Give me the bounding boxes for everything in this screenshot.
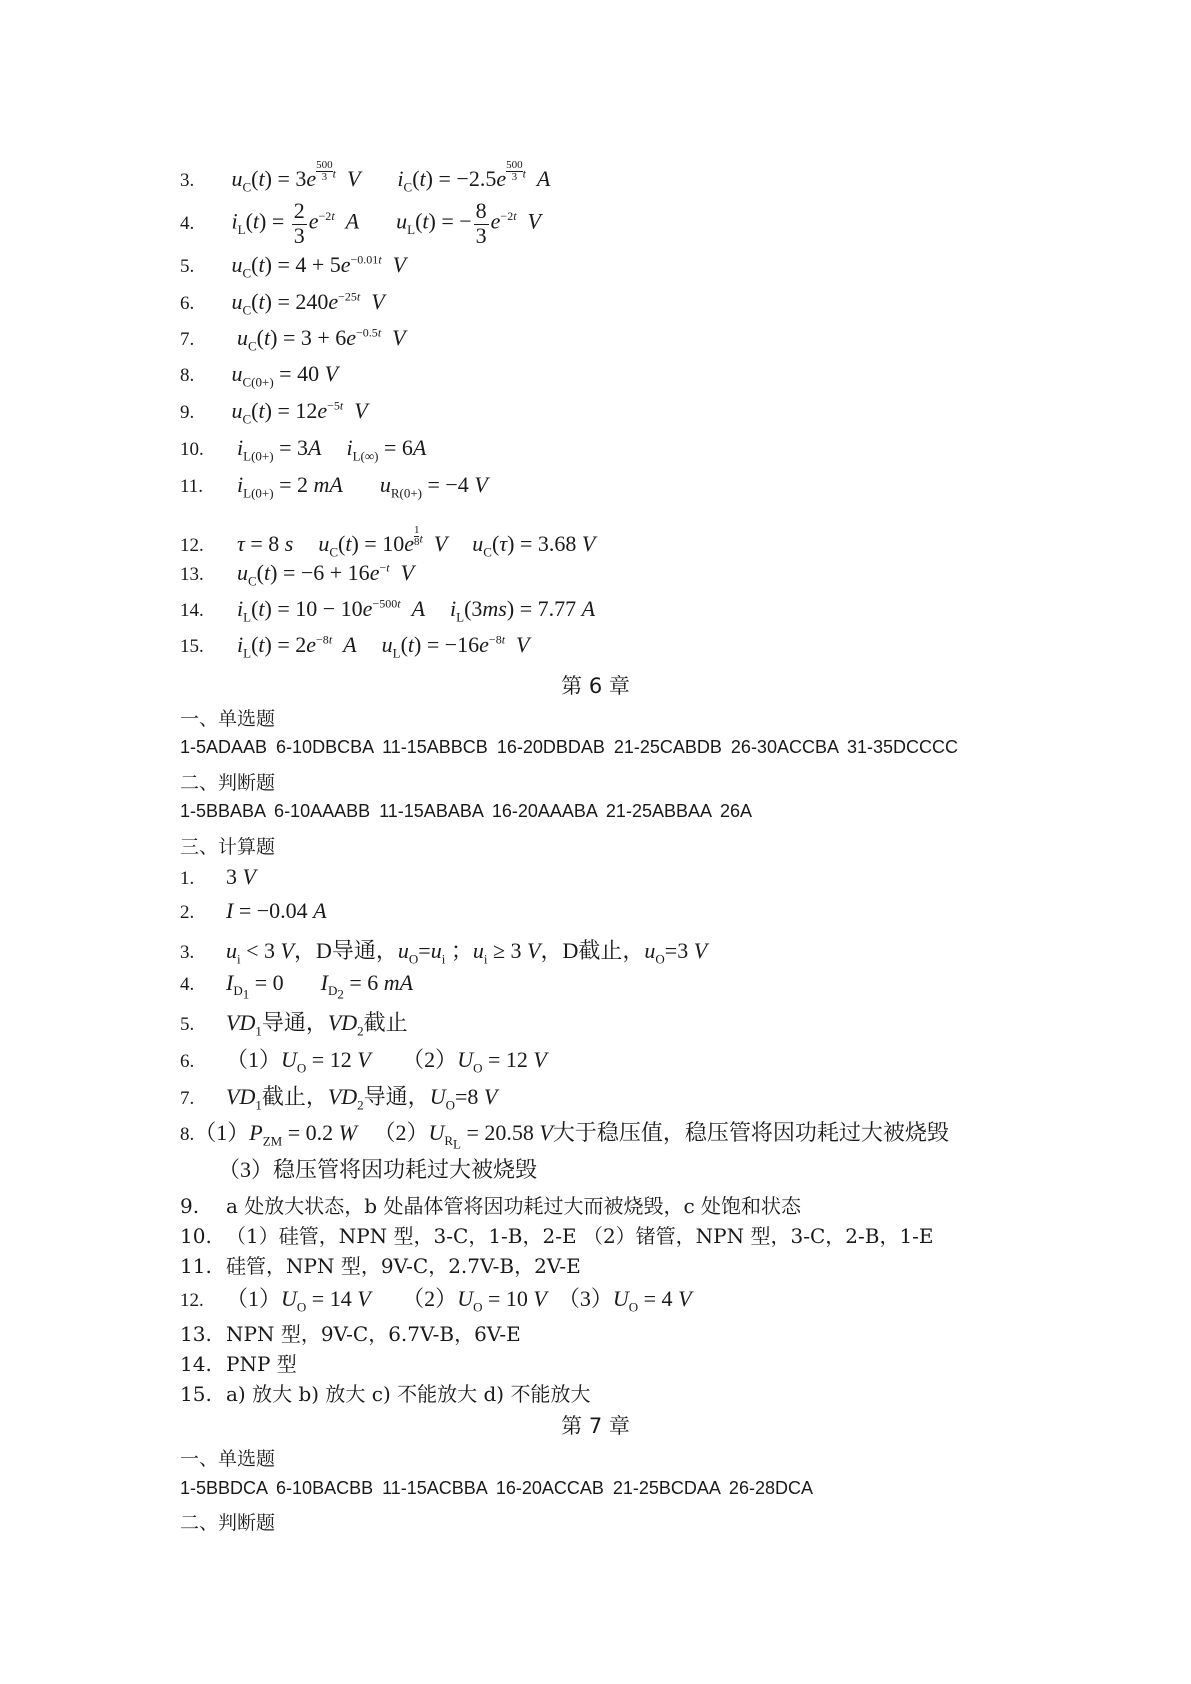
ch6-calc-item-3: 3. $u_i < 3$ V，D导通，$u_O=u_i$ ；$u_i \ge 3$ V，D截止，$u_O=3$ V (180, 938, 708, 967)
ch6-calc-item-8: $8.(1)P_{ZM} = 0.2$ W $(2)U_{R_L} = 20.58$ V大于稳压值，稳压管将因功耗过大被烧毁 (180, 1120, 949, 1152)
chapter7-title: 第 7 章 (561, 1414, 630, 1438)
ch5-item-7: 7. $u_C(t) = 3 + 6e^{-0.5t}$ V (180, 325, 406, 354)
ch5-item-6: 6. $u_C(t) = 240e^{-25t}$ V (180, 289, 385, 318)
ch6-calc-item-11: 11. 硅管，NPN 型，9V-C，2.7V-B，2V-E (180, 1254, 581, 1278)
ch7-single-choice-label: 一、单选题 (180, 1448, 276, 1470)
ch6-true-false-label: 二、判断题 (180, 772, 276, 794)
ch5-item-8: 8. $u_{C(0+)} = 40$ V (180, 361, 339, 390)
ch6-calc-label: 三、计算题 (180, 836, 276, 858)
ch6-calc-item-4: 4. $I_{D_1} = 0$ $I_{D_2} = 6$ mA (180, 970, 414, 1002)
ch6-calc-item-6: 6. $(1)U_O = 12$ V $(2)U_O = 12$ V (180, 1047, 547, 1076)
ch7-true-false-label: 二、判断题 (180, 1512, 276, 1534)
ch6-calc-item-1: 1. 3 V (180, 864, 256, 889)
ch5-item-11: 11. $i_{L(0+)} = 2$ mA $u_{R(0+)} = -4$ V (180, 472, 488, 501)
ch6-calc-item-2: 2. I = −0.04 A (180, 898, 327, 923)
ch6-calc-item-7: 7. $VD_1$截止，$VD_2$导通，$U_O=8$ V (180, 1084, 498, 1113)
ch5-item-3: 3. $u_C(t) = 3e$ $\frac{500}{3}$ $^t$ V $i_C(t) = -2.5e$ $\frac{500}{3}$ $^t$ A (180, 159, 551, 195)
ch6-calc-item-15: 15. a) 放大 b) 放大 c) 不能放大 d) 不能放大 (180, 1382, 591, 1406)
ch6-calc-item-12: 12. $(1)U_O = 14$ V $(2)U_O = 10$ V $(3)U_O = 4$ V (180, 1286, 692, 1315)
ch6-calc-item-13: 13. NPN 型，9V-C，6.7V-B，6V-E (180, 1322, 521, 1346)
ch5-item-9: 9. $u_C(t) = 12e^{-5t}$ V (180, 398, 368, 427)
ch5-item-14: 14. $i_L(t) = 10 - 10e^{-500t}$ A $i_L(3ms) = 7.77$ A (180, 596, 596, 625)
ch6-single-choice-answers: 1-5ADAAB 6-10DBCBA 11-15ABBCB 16-20DBDAB 21-25CABDB 26-30ACCBA 31-35DCCCC (180, 737, 959, 757)
ch6-calc-item-8-3: （3）稳压管将因功耗过大被烧毁 (218, 1157, 538, 1182)
ch5-item-13: 13. $u_C(t) = -6 + 16e^{-t}$ V (180, 560, 415, 589)
ch6-single-choice-label: 一、单选题 (180, 708, 276, 730)
ch5-item-5: 5. $u_C(t) = 4 + 5e^{-0.01t}$ V (180, 252, 407, 281)
ch5-item-4: 4. $i_L(t)$ = $\frac{2}{3}$ $e^{-2t}$ A $u_L(t)$ = − $\frac{8}{3}$ $e^{-2t}$ V (180, 198, 541, 248)
ch6-calc-item-9: 9. a 处放大状态，b 处晶体管将因功耗过大而被烧毁，c 处饱和状态 (180, 1194, 801, 1218)
ch6-true-false-answers: 1-5BBABA 6-10AAABB 11-15ABABA 16-20AAABA 21-25ABBAA 26A (180, 801, 753, 821)
ch6-calc-item-5: 5. $VD_1$导通，$VD_2$截止 (180, 1010, 408, 1039)
ch5-item-12: 12. τ = 8 s $u_C(t) = 10e$ $\frac{1}{8}$ $^t$ V $u_C(\tau) = 3.68$ V (180, 524, 596, 560)
ch6-calc-item-10: 10. （1）硅管，NPN 型，3-C，1-B，2-E （2）锗管，NPN 型，3-C，2-B，1-E (180, 1224, 934, 1248)
ch6-calc-item-14: 14. PNP 型 (180, 1352, 297, 1376)
ch7-single-choice-answers: 1-5BBDCA 6-10BACBB 11-15ACBBA 16-20ACCAB 21-25BCDAA 26-28DCA (180, 1478, 813, 1498)
ch5-item-10: 10. $i_{L(0+)} = 3A$ $i_{L(\infty)} = 6A$ (180, 435, 427, 464)
ch5-item-15: 15. $i_L(t) = 2e^{-8t}$ A $u_L(t) = -16e^{-8t}$ V (180, 632, 530, 661)
chapter6-title: 第 6 章 (561, 674, 630, 698)
